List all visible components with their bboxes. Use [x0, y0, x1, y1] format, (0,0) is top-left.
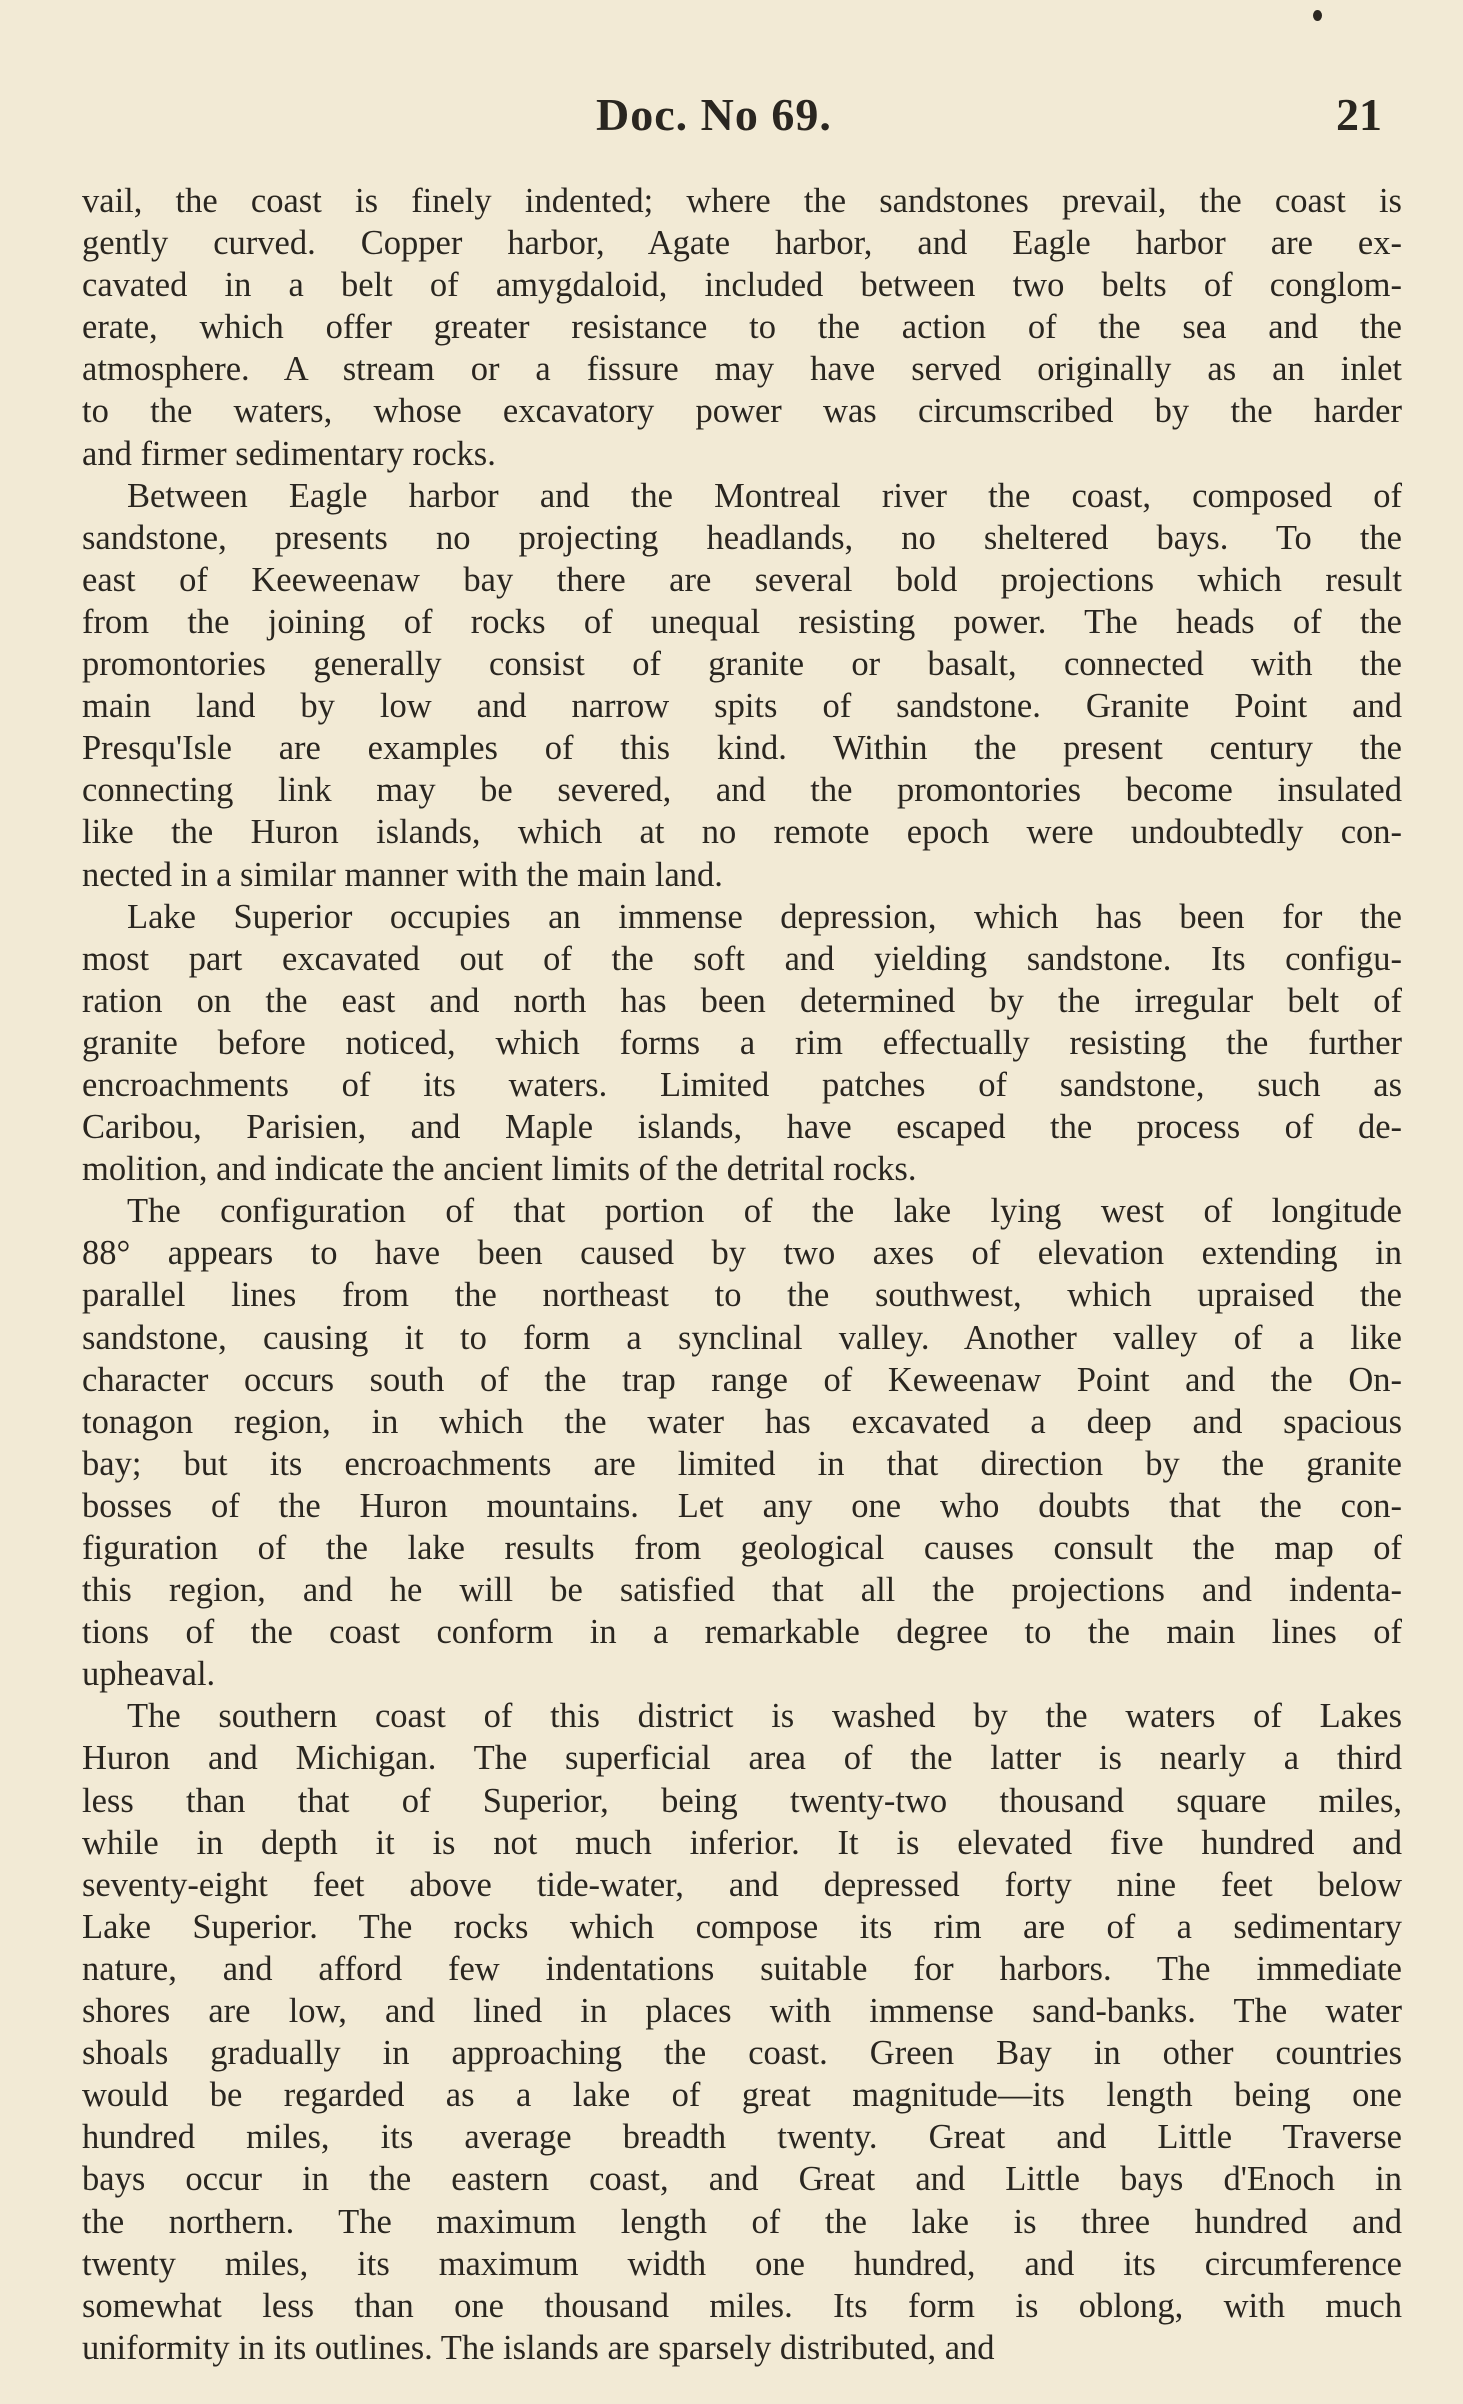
text-line: tions of the coast conform in a remarkable degree to the main lines of — [82, 1613, 1402, 1652]
text-line: like the Huron islands, which at no remote epoch were undoubtedly con- — [82, 813, 1402, 852]
text-line: the northern. The maximum length of the lake is three hundred and — [82, 2202, 1402, 2241]
text-line: 88° appears to have been caused by two axes of elevation extending in — [82, 1234, 1402, 1273]
text-line: nature, and afford few indentations suitable for harbors. The immediate — [82, 1949, 1402, 1988]
text-line: The southern coast of this district is washed by the waters of Lakes — [127, 1697, 1402, 1736]
text-line: would be regarded as a lake of great magnitude—its length being one — [82, 2076, 1402, 2115]
text-line: less than that of Superior, being twenty-two thousand square miles, — [82, 1781, 1402, 1820]
text-line: east of Keeweenaw bay there are several bold projections which result — [82, 560, 1402, 599]
text-line: vail, the coast is finely indented; where the sandstones prevail, the coast is — [82, 182, 1402, 220]
page-number: 21 — [1336, 89, 1382, 140]
text-line: Caribou, Parisien, and Maple islands, have escaped the process of de- — [82, 1108, 1402, 1147]
text-line: encroachments of its waters. Limited patches of sandstone, such as — [82, 1065, 1402, 1104]
ink-dot — [1313, 10, 1322, 21]
text-line: main land by low and narrow spits of sandstone. Granite Point and — [82, 687, 1402, 726]
text-line: sandstone, presents no projecting headlands, no sheltered bays. To the — [82, 518, 1402, 557]
body-text — [82, 180, 1402, 2369]
paragraph — [82, 896, 1402, 1191]
text-line: to the waters, whose excavatory power was circumscribed by the harder — [82, 392, 1402, 431]
text-line: connecting link may be severed, and the promontories become insulated — [82, 771, 1402, 810]
text-line: figuration of the lake results from geological causes consult the map of — [82, 1529, 1402, 1567]
text-line: molition, and indicate the ancient limits of the detrital rocks. — [82, 1150, 917, 1189]
text-line: from the joining of rocks of unequal resisting power. The heads of the — [82, 602, 1402, 641]
document-title: Doc. No 69. — [596, 89, 832, 140]
paragraph — [82, 1695, 1402, 2369]
text-line: Huron and Michigan. The superficial area of the latter is nearly a third — [82, 1739, 1402, 1778]
text-line: hundred miles, its average breadth twenty. Great and Little Traverse — [82, 2118, 1402, 2157]
text-line: The configuration of that portion of the lake lying west of longitude — [127, 1192, 1402, 1231]
text-line: bosses of the Huron mountains. Let any one who doubts that the con- — [82, 1486, 1402, 1525]
text-line: twenty miles, its maximum width one hundred, and its circumference — [82, 2244, 1402, 2283]
text-line: bays occur in the eastern coast, and Great and Little bays d'Enoch in — [82, 2160, 1402, 2199]
text-line: seventy-eight feet above tide-water, and depressed forty nine feet below — [82, 1865, 1402, 1904]
text-line: Between Eagle harbor and the Montreal river the coast, composed of — [127, 476, 1402, 515]
text-line: shores are low, and lined in places with immense sand-banks. The water — [82, 1992, 1402, 2031]
text-line: erate, which offer greater resistance to the action of the sea and the — [82, 308, 1402, 347]
text-line: Lake Superior occupies an immense depression, which has been for the — [127, 897, 1402, 936]
text-line: tonagon region, in which the water has excavated a deep and spacious — [82, 1402, 1402, 1441]
text-line: most part excavated out of the soft and yielding sandstone. Its configu- — [82, 939, 1402, 978]
text-line: cavated in a belt of amygdaloid, included between two belts of conglom- — [82, 266, 1402, 305]
text-line: Presqu'Isle are examples of this kind. Within the present century the — [82, 729, 1402, 768]
text-line: nected in a similar manner with the main land. — [82, 855, 723, 894]
text-line: bay; but its encroachments are limited in that direction by the granite — [82, 1444, 1402, 1483]
text-line: uniformity in its outlines. The islands are sparsely distributed, and — [82, 2328, 995, 2367]
text-line: shoals gradually in approaching the coast. Green Bay in other countries — [82, 2034, 1402, 2073]
text-line: parallel lines from the northeast to the southwest, which upraised the — [82, 1276, 1402, 1315]
text-line: ration on the east and north has been determined by the irregular belt of — [82, 981, 1402, 1020]
text-line: upheaval. — [82, 1655, 216, 1694]
text-line: Lake Superior. The rocks which compose its rim are of a sedimentary — [82, 1907, 1402, 1946]
text-line: atmosphere. A stream or a fissure may have served originally as an inlet — [82, 350, 1402, 389]
text-line: gently curved. Copper harbor, Agate harbor, and Eagle harbor are ex- — [82, 224, 1402, 263]
text-line: character occurs south of the trap range of Keweenaw Point and the On- — [82, 1360, 1402, 1399]
text-line: sandstone, causing it to form a synclinal valley. Another valley of a like — [82, 1318, 1402, 1357]
text-line: granite before noticed, which forms a rim effectually resisting the further — [82, 1023, 1402, 1062]
text-line: somewhat less than one thousand miles. Its form is oblong, with much — [82, 2286, 1402, 2325]
text-line: and firmer sedimentary rocks. — [82, 434, 496, 473]
paragraph — [82, 475, 1402, 896]
text-line: this region, and he will be satisfied that all the projections and indenta- — [82, 1571, 1402, 1610]
page-header — [0, 88, 1463, 148]
paragraph — [82, 180, 1402, 475]
paragraph — [82, 1190, 1402, 1695]
text-line: promontories generally consist of granite or basalt, connected with the — [82, 645, 1402, 684]
text-line: while in depth it is not much inferior. It is elevated five hundred and — [82, 1823, 1402, 1862]
